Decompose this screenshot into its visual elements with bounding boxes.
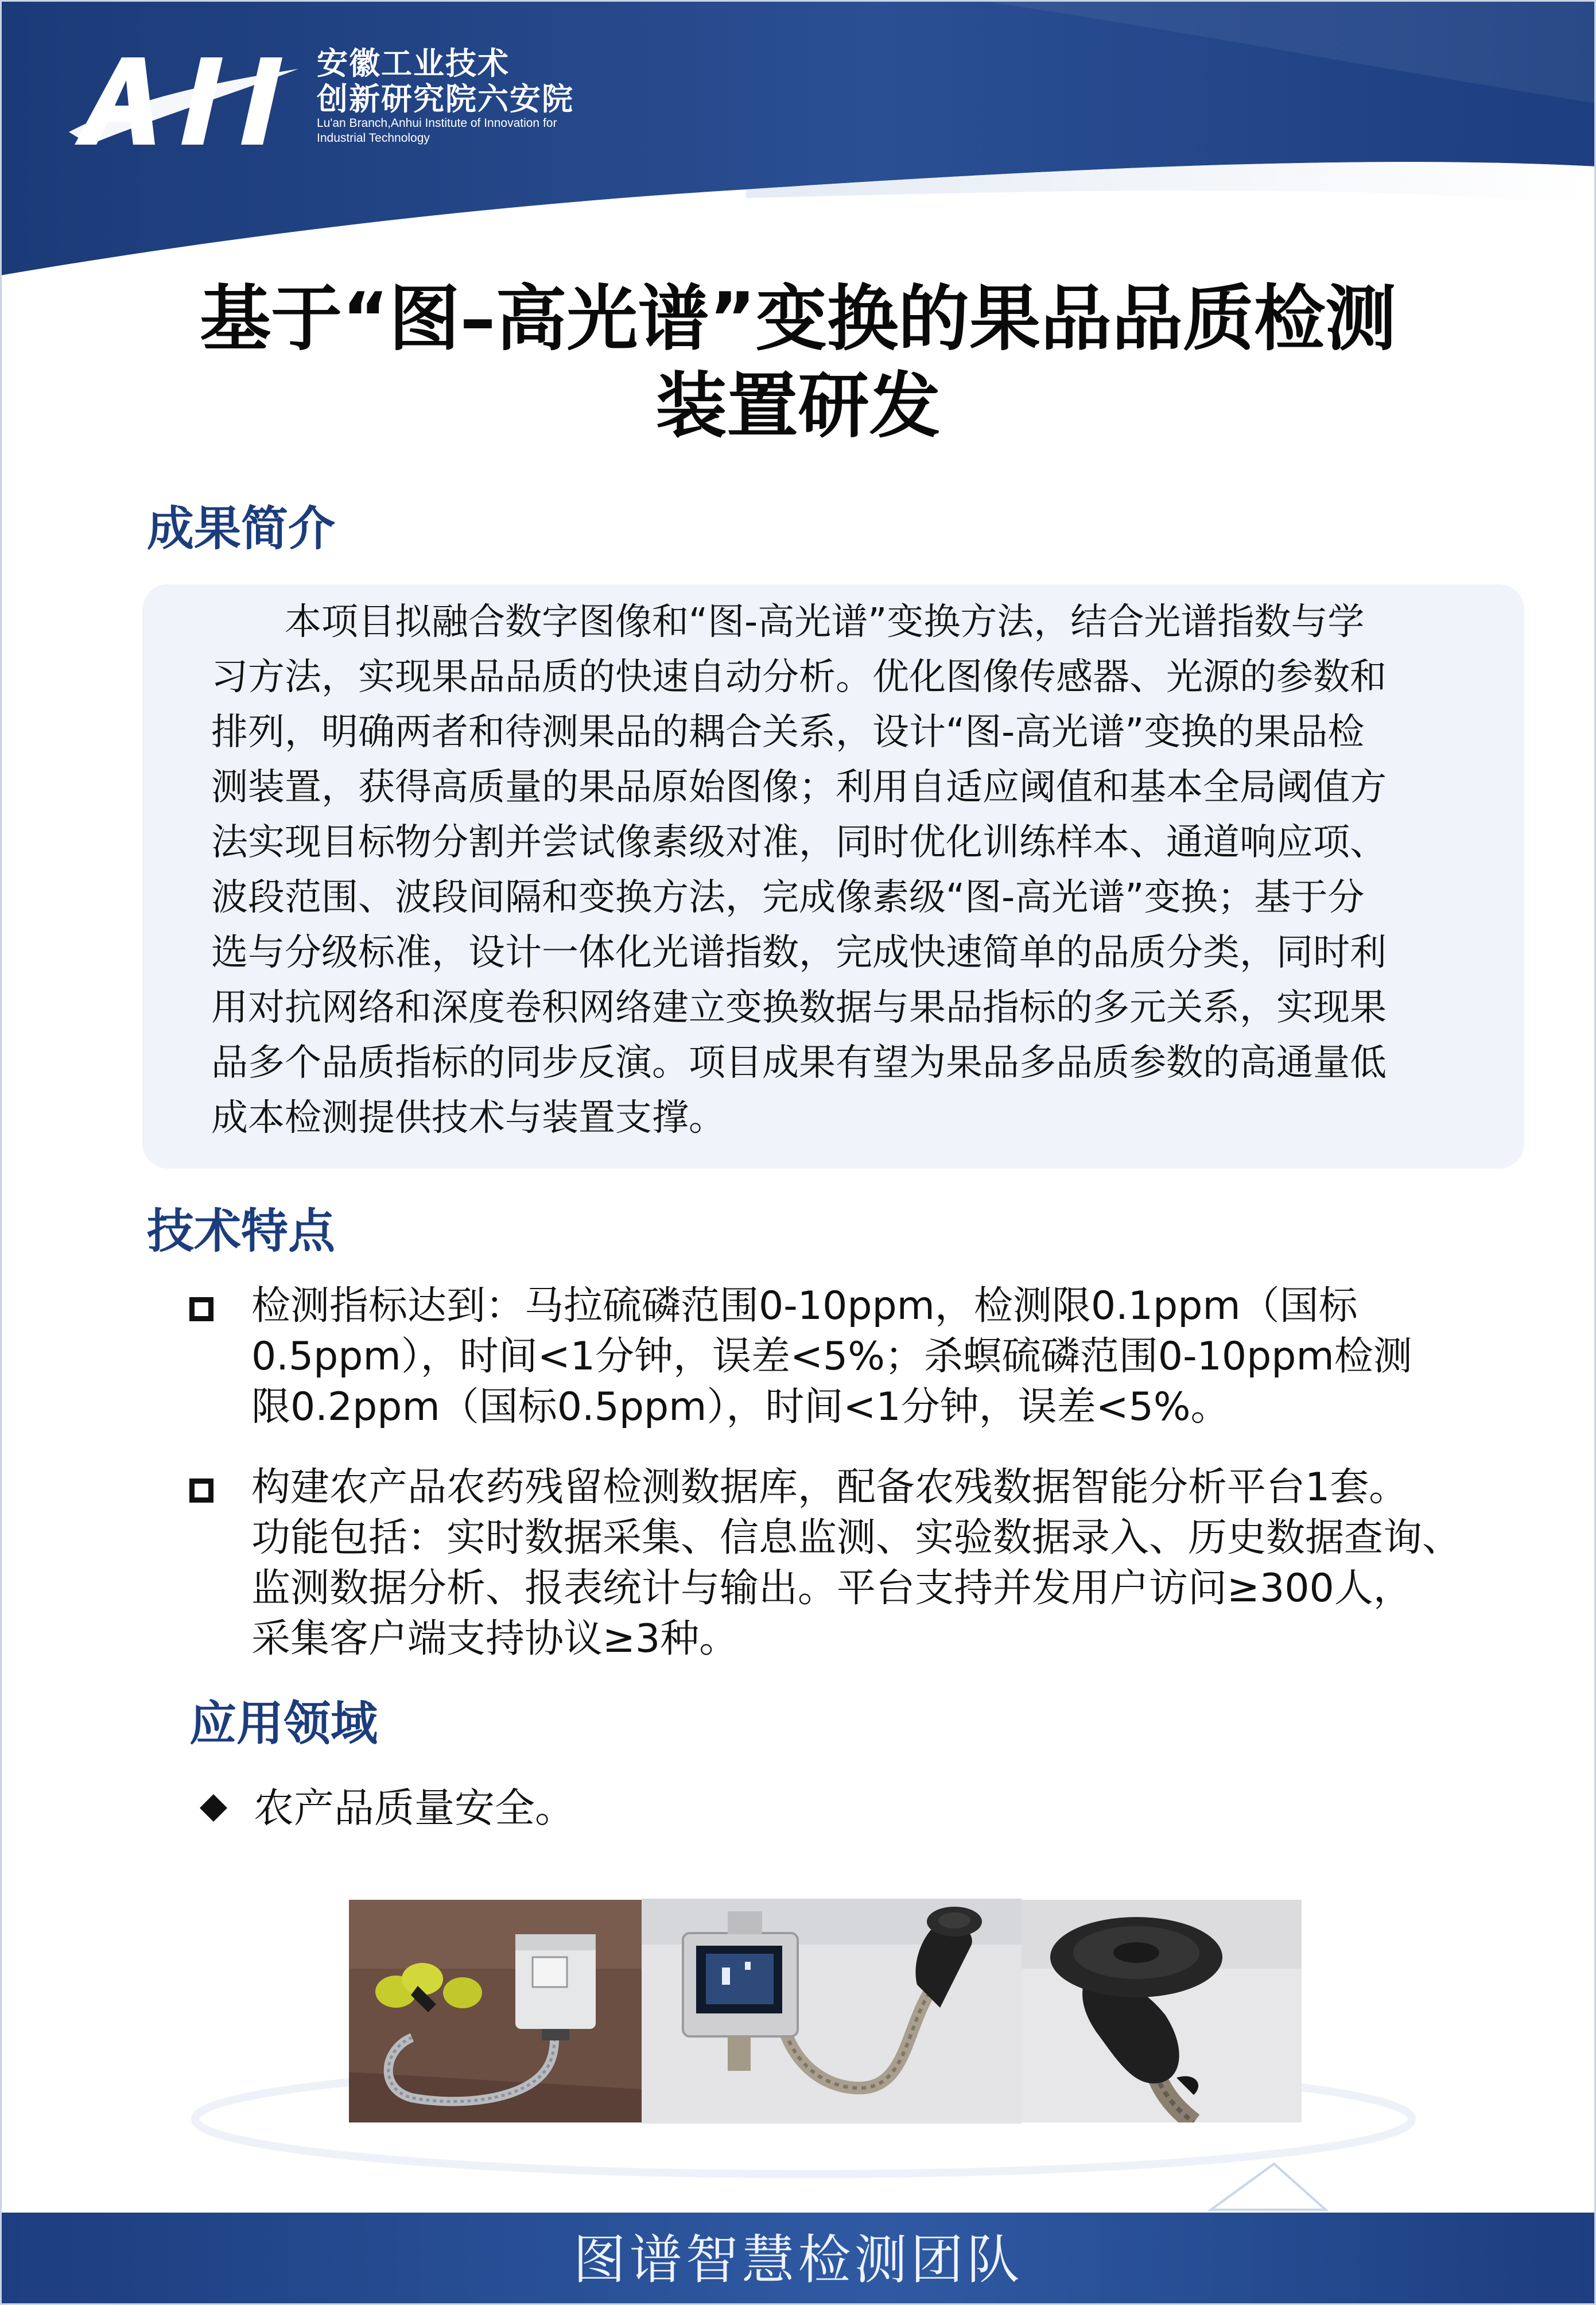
device-photo-with-screen	[642, 1899, 1022, 2124]
decorative-triangle	[1205, 2158, 1331, 2215]
summary-line: 用对抗网络和深度卷积网络建立变换数据与果品指标的多元关系，实现果	[211, 987, 1387, 1029]
page-title	[115, 275, 1481, 450]
feature-line: 功能包括：实时数据采集、信息监测、实验数据录入、历史数据查询、	[251, 1515, 1462, 1561]
org-name-cn-line: 安徽工业技术	[317, 45, 510, 82]
application-item	[195, 1779, 1056, 1837]
feature-text	[251, 1462, 1461, 1664]
feature-line: 监测数据分析、报表统计与输出。平台支持并发用户访问≥300人，	[251, 1566, 1412, 1611]
aii-logo-icon	[69, 46, 310, 155]
footer-team-name: 图谱智慧检测团队	[573, 2229, 1023, 2291]
features-heading: 技术特点	[147, 1204, 336, 1259]
diamond-bullet-icon	[200, 1794, 227, 1822]
summary-line: 本项目拟融合数字图像和“图-高光谱”变换方法，结合光谱指数与学	[285, 601, 1365, 643]
summary-line: 习方法，实现果品品质的快速自动分析。优化图像传感器、光源的参数和	[211, 656, 1387, 699]
probe-closeup-photo	[1022, 1900, 1302, 2122]
device-photo-with-fruits	[349, 1900, 642, 2122]
feature-line: 限0.2ppm（国标0.5ppm），时间<1分钟，误差<5%。	[251, 1384, 1230, 1430]
applications-heading: 应用领域	[189, 1697, 378, 1751]
summary-line: 法实现目标物分割并尝试像素级对准，同时优化训练样本、通道响应项、	[211, 821, 1387, 864]
square-bullet-icon	[189, 1479, 213, 1503]
institute-logo	[69, 46, 643, 161]
org-name-cn	[317, 46, 574, 117]
summary-line: 波段范围、波段间隔和变换方法，完成像素级“图-高光谱”变换；基于分	[211, 876, 1365, 919]
title-line: 基于“图–高光谱”变换的果品品质检测	[200, 278, 1396, 360]
summary-line: 选与分级标准，设计一体化光谱指数，完成快速简单的品质分类，同时利	[211, 932, 1387, 974]
summary-line: 品多个品质指标的同步反演。项目成果有望为果品多品质参数的高通量低	[211, 1042, 1387, 1084]
feature-line: 检测指标达到：马拉硫磷范围0-10ppm，检测限0.1ppm（国标	[251, 1283, 1358, 1329]
square-bullet-icon	[189, 1297, 213, 1321]
feature-line: 构建农产品农药残留检测数据库，配备农残数据智能分析平台1套。	[251, 1465, 1408, 1510]
summary-line: 成本检测提供技术与装置支撑。	[211, 1097, 725, 1139]
summary-paragraph	[211, 595, 1457, 1146]
feature-item	[184, 1462, 1504, 1667]
title-line: 装置研发	[655, 365, 941, 448]
feature-text	[251, 1281, 1412, 1433]
org-name-en-line: Lu'an Branch,Anhui Institute of Innovation for	[317, 117, 557, 130]
org-name-en-line: Industrial Technology	[317, 131, 430, 145]
org-name-cn-line: 创新研究院六安院	[317, 81, 574, 117]
feature-line: 0.5ppm），时间<1分钟，误差<5%；杀螟硫磷范围0-10ppm检测	[251, 1334, 1412, 1379]
summary-line: 测装置，获得高质量的果品原始图像；利用自适应阈值和基本全局阈值方	[211, 766, 1387, 809]
application-text: 农产品质量安全。	[254, 1784, 575, 1831]
feature-item	[184, 1281, 1504, 1436]
feature-line: 采集客户端支持协议≥3种。	[251, 1616, 739, 1662]
summary-line: 排列，明确两者和待测果品的耦合关系，设计“图-高光谱”变换的果品检	[211, 711, 1365, 754]
summary-heading: 成果简介	[147, 502, 336, 556]
org-name-en	[317, 116, 557, 146]
